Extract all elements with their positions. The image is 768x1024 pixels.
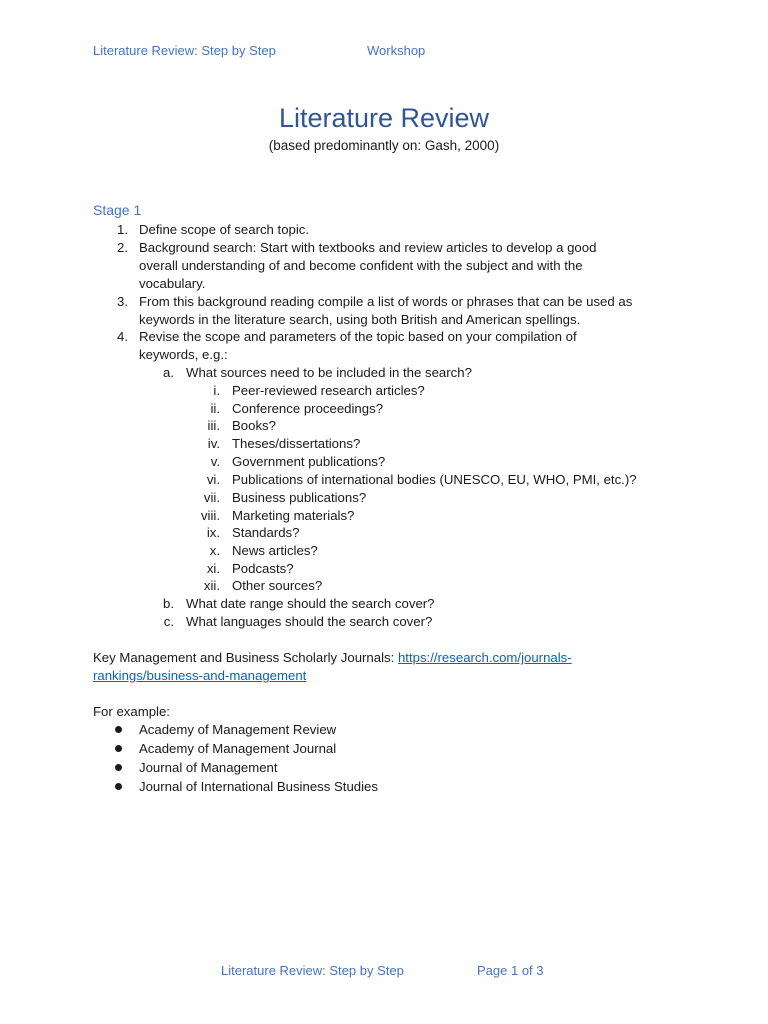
list-item: Books? [232, 418, 276, 433]
list-marker: b. [163, 596, 174, 611]
bullet-icon [115, 783, 122, 790]
page-subtitle: (based predominantly on: Gash, 2000) [268, 138, 500, 153]
list-marker: a. [163, 365, 174, 380]
example-heading: For example: [93, 704, 170, 719]
bullet-icon [115, 745, 122, 752]
list-marker: xii. [203, 578, 220, 593]
journals-paragraph [93, 649, 572, 667]
list-marker: vii. [203, 490, 220, 505]
bullet-icon [115, 726, 122, 733]
header-workshop: Workshop [367, 43, 426, 58]
list-marker: iii. [207, 418, 220, 433]
journals-label: Key Management and Business Scholarly Journals: [93, 650, 395, 665]
list-item-text: keywords in the literature search, using both British and American spellings. [139, 312, 581, 327]
footer-title: Literature Review: Step by Step [221, 963, 404, 978]
journals-link-continued[interactable] [93, 667, 306, 685]
list-item: News articles? [232, 543, 318, 558]
list-marker: 4. [117, 329, 128, 344]
list-item: Business publications? [232, 490, 367, 505]
page-number: Page 1 of 3 [477, 963, 544, 978]
list-marker: 1. [117, 222, 128, 237]
list-item-text: Define scope of search topic. [139, 222, 310, 237]
list-marker: x. [209, 543, 220, 558]
list-item-text: What languages should the search cover? [186, 614, 433, 629]
list-marker: ii. [210, 401, 220, 416]
list-marker: iv. [207, 436, 220, 451]
list-item: Academy of Management Journal [139, 741, 337, 756]
list-item: Standards? [232, 525, 300, 540]
list-marker: 2. [117, 240, 128, 255]
list-item: Peer-reviewed research articles? [232, 383, 425, 398]
list-marker: i. [213, 383, 220, 398]
list-marker: 3. [117, 294, 128, 309]
list-item-text: What sources need to be included in the search? [186, 365, 472, 380]
list-item: Podcasts? [232, 561, 294, 576]
list-item-text: overall understanding of and become confident with the subject and with the [139, 258, 583, 273]
journals-link[interactable]: rankings/business-and-management [93, 668, 307, 683]
list-item: Academy of Management Review [139, 722, 337, 737]
list-item: Journal of Management [139, 760, 278, 775]
list-item: Theses/dissertations? [232, 436, 361, 451]
page-title: Literature Review [278, 103, 490, 133]
list-marker: viii. [200, 508, 220, 523]
list-item-text: Revise the scope and parameters of the topic based on your compilation of [139, 329, 577, 344]
list-item: Conference proceedings? [232, 401, 384, 416]
list-marker: v. [210, 454, 220, 469]
list-marker: ix. [206, 525, 220, 540]
list-item-text: What date range should the search cover? [186, 596, 435, 611]
list-item-text: vocabulary. [139, 276, 206, 291]
list-item: Journal of International Business Studies [139, 779, 378, 794]
list-item-text: keywords, e.g.: [139, 347, 228, 362]
list-item-text: Background search: Start with textbooks and review articles to develop a good [139, 240, 597, 255]
list-item: Government publications? [232, 454, 386, 469]
bullet-icon [115, 764, 122, 771]
journals-link[interactable]: https://research.com/journals- [397, 650, 572, 665]
list-item: Publications of international bodies (UNESCO, EU, WHO, PMI, etc.)? [232, 472, 637, 487]
list-item: Marketing materials? [232, 508, 355, 523]
list-item-text: From this background reading compile a list of words or phrases that can be used as [139, 294, 633, 309]
stage-heading: Stage 1 [93, 202, 142, 218]
list-item: Other sources? [232, 578, 323, 593]
list-marker: xi. [206, 561, 220, 576]
list-marker: c. [163, 614, 174, 629]
list-marker: vi. [206, 472, 220, 487]
header-title: Literature Review: Step by Step [93, 43, 276, 58]
